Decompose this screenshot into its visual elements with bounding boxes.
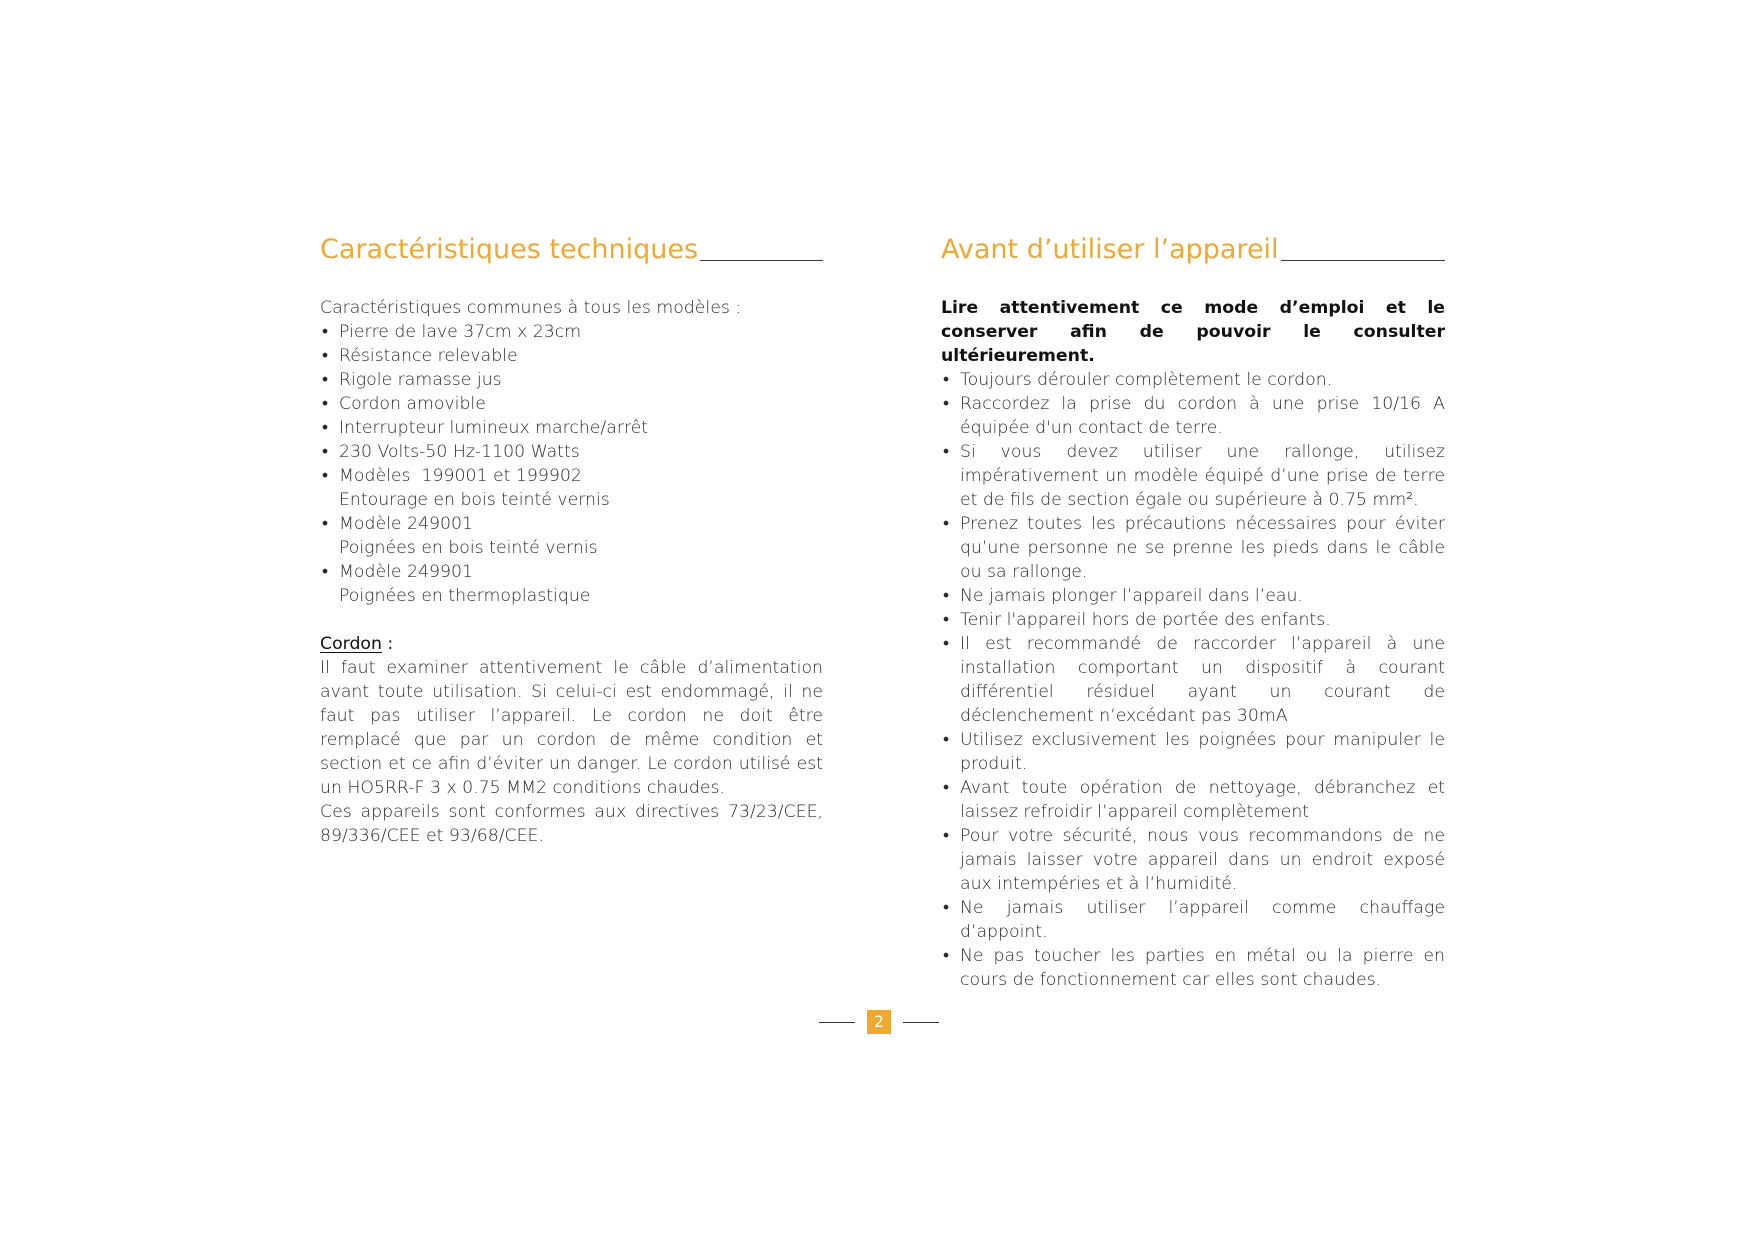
model-name: • Modèle 249001 <box>339 514 473 534</box>
section-heading-specs <box>320 226 823 266</box>
specs-intro: Caractéristiques communes à tous les modèles : <box>320 298 742 318</box>
model-item <box>320 464 823 512</box>
list-item: • Pour votre sécurité, nous vous recommandons de ne jamais laisser votre appareil dans un endroit exposé aux intempéries et à l’humidité. <box>941 824 1445 896</box>
cordon-colon: : <box>381 634 394 654</box>
model-detail: Entourage en bois teinté vernis <box>339 490 610 510</box>
title-underline <box>700 260 823 261</box>
footer-rule-right <box>903 1022 939 1023</box>
left-column <box>320 226 823 848</box>
list-item: • Il est recommandé de raccorder l’appareil à une installation comportant un dispositif à courant différentiel résiduel ayant un courant de déclenchement n’excédant pas 30mA <box>941 632 1445 728</box>
list-item: • Rigole ramasse jus <box>320 368 823 392</box>
list-item: • Cordon amovible <box>320 392 823 416</box>
model-detail: Poignées en thermoplastique <box>339 586 591 606</box>
list-item: • Interrupteur lumineux marche/arrêt <box>320 416 823 440</box>
instructions-list <box>941 368 1445 992</box>
model-name: • Modèle 249901 <box>339 562 473 582</box>
page-footer <box>819 1010 939 1034</box>
title-underline <box>1281 260 1445 261</box>
section-title: Caractéristiques techniques <box>320 234 699 265</box>
conformity-paragraph: Ces appareils sont conformes aux directives 73/23/CEE, 89/336/CEE et 93/68/CEE. <box>320 802 823 846</box>
list-item: • Ne jamais plonger l’appareil dans l’eau. <box>941 584 1445 608</box>
list-item: • 230 Volts-50 Hz-1100 Watts <box>320 440 823 464</box>
model-item <box>320 560 823 608</box>
list-item: • Tenir l'appareil hors de portée des enfants. <box>941 608 1445 632</box>
cordon-paragraph: Il faut examiner attentivement le câble d’alimentation avant toute utilisation. Si celui-ci est endommagé, il ne faut pas utiliser l’appareil. Le cordon ne doit être remplacé que par un cordon de même condition et section et ce afin d’éviter un danger. Le cordon utilisé est un HO5RR-F 3 x 0.75 MM2 conditions chaudes. <box>320 658 823 798</box>
model-name: • Modèles 199001 et 199902 <box>339 466 582 486</box>
cordon-heading <box>320 632 823 656</box>
list-item: • Utilisez exclusivement les poignées pour manipuler le produit. <box>941 728 1445 776</box>
list-item: • Toujours dérouler complètement le cordon. <box>941 368 1445 392</box>
read-instructions-notice: Lire attentivement ce mode d’emploi et le conserver afin de pouvoir le consulter ultérieurement. <box>941 298 1445 366</box>
list-item: • Ne jamais utiliser l’appareil comme chauffage d’appoint. <box>941 896 1445 944</box>
model-item <box>320 512 823 560</box>
list-item: • Ne pas toucher les parties en métal ou la pierre en cours de fonctionnement car elles sont chaudes. <box>941 944 1445 992</box>
list-item: • Avant toute opération de nettoyage, débranchez et laissez refroidir l’appareil complètement <box>941 776 1445 824</box>
list-item: • Résistance relevable <box>320 344 823 368</box>
list-item: • Raccordez la prise du cordon à une prise 10/16 A équipée d'un contact de terre. <box>941 392 1445 440</box>
section-heading-before-use <box>941 226 1445 266</box>
models-list <box>320 464 823 608</box>
cordon-label: Cordon <box>320 634 382 654</box>
list-item: • Prenez toutes les précautions nécessaires pour éviter qu’une personne ne se prenne les pieds dans le câble ou sa rallonge. <box>941 512 1445 584</box>
list-item: • Si vous devez utiliser une rallonge, utilisez impérativement un modèle équipé d’une prise de terre et de fils de section égale ou supérieure à 0.75 mm². <box>941 440 1445 512</box>
page-number: 2 <box>867 1010 891 1034</box>
section-title: Avant d’utiliser l’appareil <box>941 234 1279 265</box>
features-list <box>320 320 823 464</box>
right-column <box>941 226 1445 992</box>
model-detail: Poignées en bois teinté vernis <box>339 538 598 558</box>
footer-rule-left <box>819 1022 855 1023</box>
list-item: • Pierre de lave 37cm x 23cm <box>320 320 823 344</box>
